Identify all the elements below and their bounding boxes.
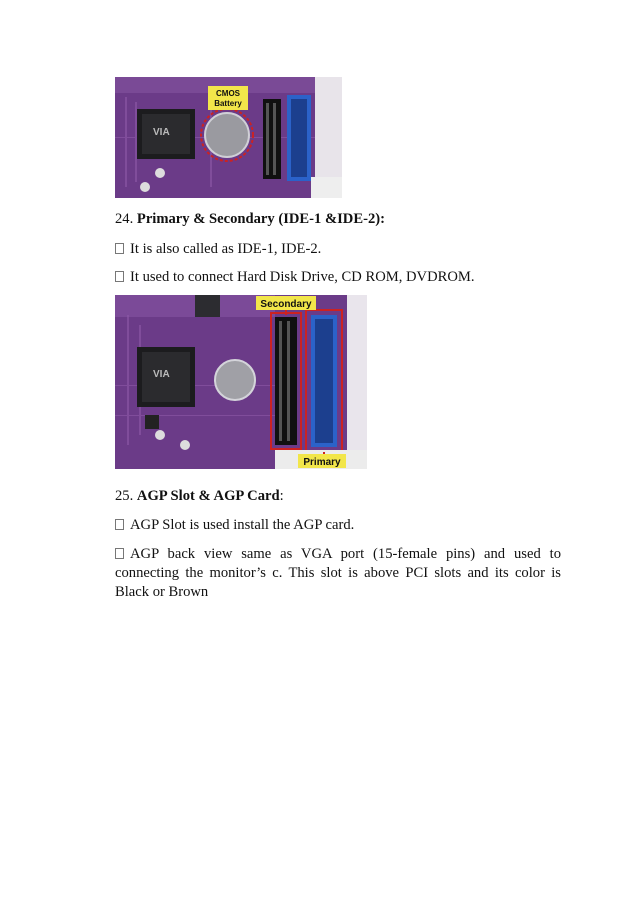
bullet-line-2: connecting the monitor’s c. This slot is above PCI slots and its color is: [115, 565, 561, 581]
section-24-title: Primary & Secondary (IDE-1 &IDE-2):: [136, 211, 385, 227]
bullet-box-icon: [115, 519, 124, 530]
ide-connectors-photo: [115, 295, 367, 469]
section-25-number: 25.: [115, 488, 134, 504]
bullet-box-icon: [115, 548, 124, 559]
section-24-number: 24.: [115, 211, 134, 227]
cmos-battery-photo: [115, 77, 342, 198]
section-25-heading: [115, 487, 284, 505]
chip-logo: VIA: [153, 127, 170, 138]
section-25-title: AGP Slot & AGP Card: [136, 488, 280, 504]
bullet-text: AGP back view same as VGA port (15-female pins) and used to: [130, 546, 561, 562]
section-24-heading: [115, 210, 385, 228]
bullet-box-icon: [115, 243, 124, 254]
section-25-bullet-2: [115, 545, 561, 602]
bullet-text: AGP Slot is used install the AGP card.: [130, 517, 355, 533]
bullet-line-1: [115, 545, 561, 564]
primary-label: Primary: [303, 457, 341, 468]
cmos-label-line2: Battery: [214, 99, 242, 108]
chip-logo: VIA: [153, 369, 170, 380]
bullet-box-icon: [115, 271, 124, 282]
section-25-colon: :: [279, 488, 284, 504]
bullet-text: It used to connect Hard Disk Drive, CD ROM, DVDROM.: [130, 269, 475, 285]
section-24-bullet-2: [115, 268, 475, 286]
section-24-bullet-1: [115, 240, 321, 258]
secondary-label: Secondary: [260, 299, 312, 310]
bullet-text: It is also called as IDE-1, IDE-2.: [130, 241, 322, 257]
bullet-line-3: Black or Brown: [115, 584, 209, 600]
section-25-bullet-1: [115, 516, 354, 534]
cmos-label-line1: CMOS: [216, 89, 240, 98]
